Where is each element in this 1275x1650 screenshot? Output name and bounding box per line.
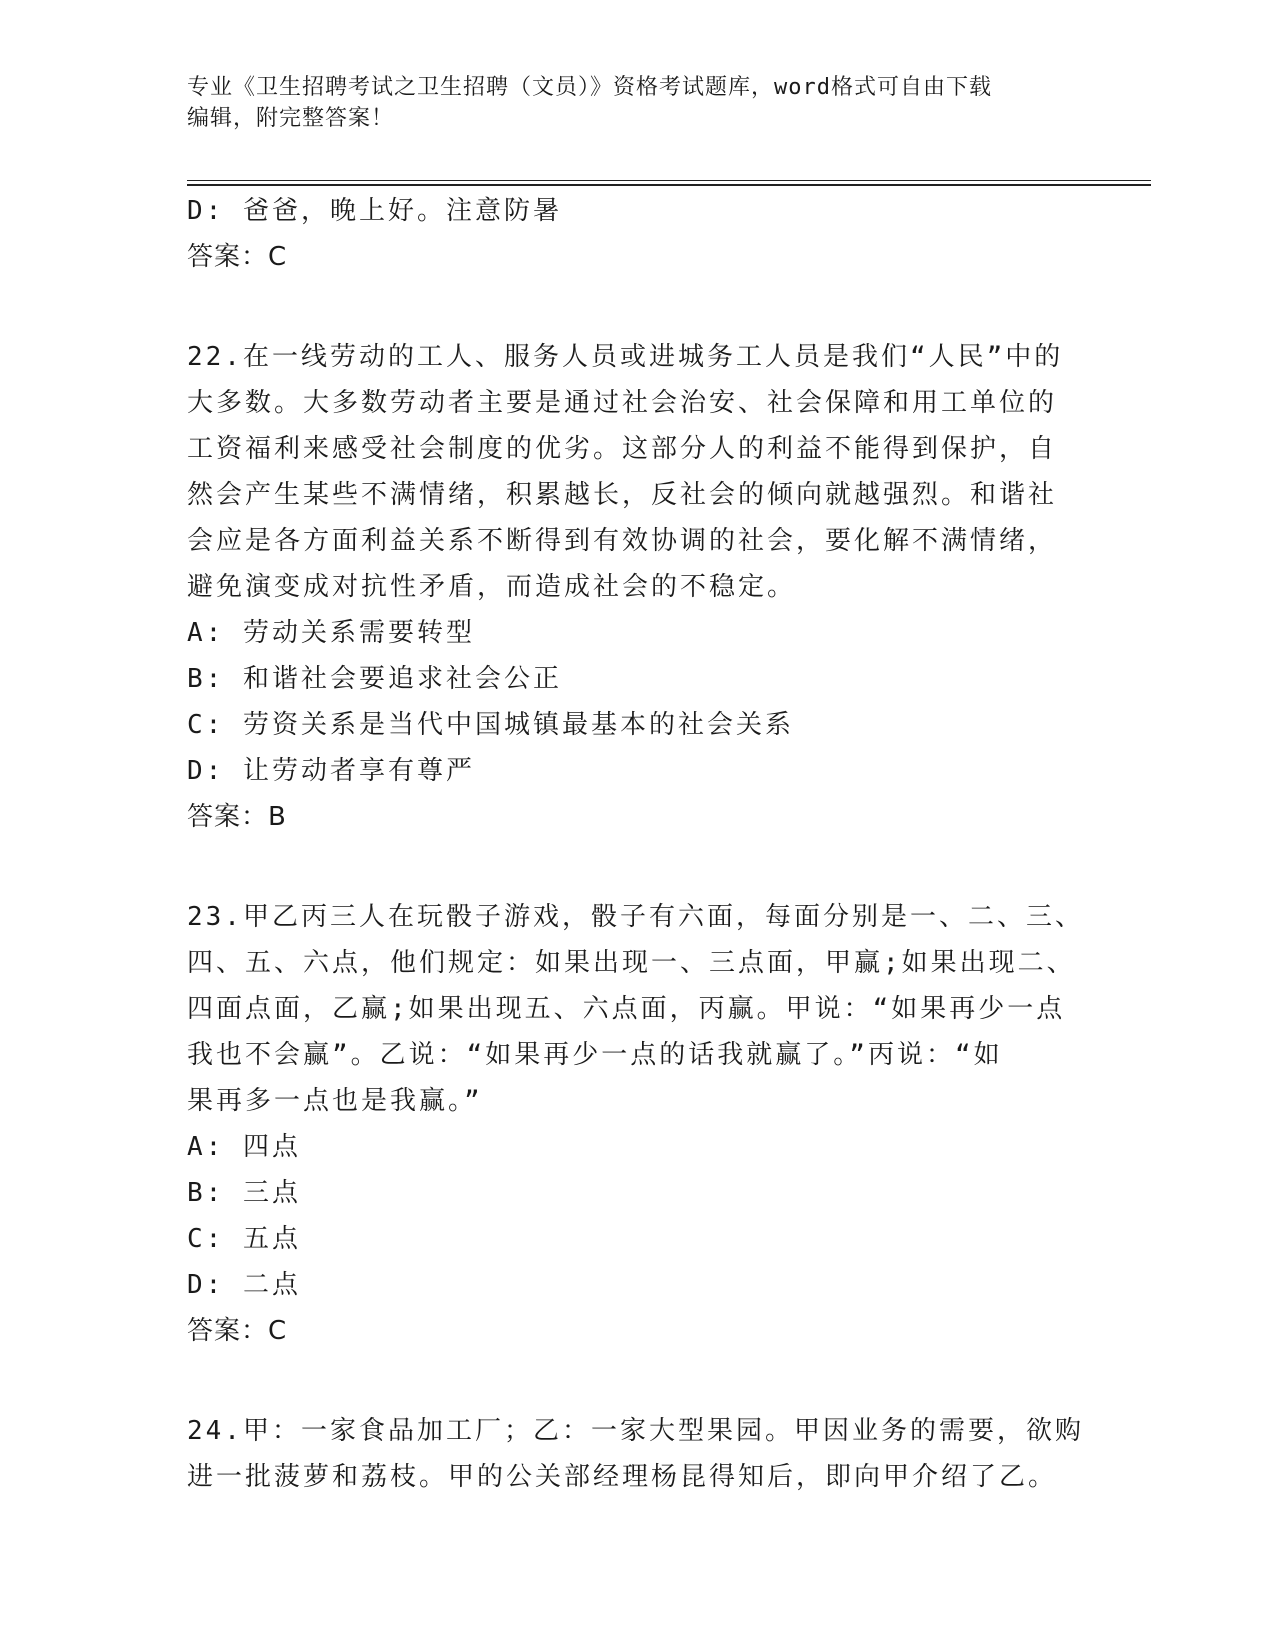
question-22-line: 大多数。大多数劳动者主要是通过社会治安、社会保障和用工单位的 [187, 388, 1058, 418]
document-body [187, 188, 1087, 1500]
header-rule-thin [187, 180, 1151, 181]
question-23-line: 四面点面，乙赢;如果出现五、六点面，丙赢。甲说：“如果再少一点 [187, 994, 1066, 1024]
header-rule-thick [187, 184, 1151, 186]
question-24-line: 24.甲：一家食品加工厂；乙：一家大型果园。甲因业务的需要，欲购 [187, 1416, 1084, 1446]
spacer [187, 1354, 1087, 1408]
question-23-line: 我也不会赢”。乙说：“如果再少一点的话我就赢了。”丙说：“如 [187, 1040, 1003, 1070]
question-22-line: 然会产生某些不满情绪，积累越长，反社会的倾向就越强烈。和谐社 [187, 480, 1058, 510]
question-23-option-c: C: 五点 [187, 1224, 301, 1254]
question-23-option-a: A: 四点 [187, 1132, 301, 1162]
question-22-option-b: B: 和谐社会要追求社会公正 [187, 664, 562, 694]
question-23-option-b: B: 三点 [187, 1178, 301, 1208]
question-23-option-d: D: 二点 [187, 1270, 301, 1300]
question-22 [187, 334, 1087, 840]
header-line-1: 专业《卫生招聘考试之卫生招聘（文员）》资格考试题库，word格式可自由下载 [187, 75, 992, 100]
question-23-answer: 答案：C [187, 1316, 288, 1346]
question-22-line: 会应是各方面利益关系不断得到有效协调的社会，要化解不满情绪， [187, 526, 1058, 556]
document-header [187, 72, 1067, 134]
spacer [187, 280, 1087, 334]
question-22-answer: 答案：B [187, 802, 287, 832]
question-22-option-d: D: 让劳动者享有尊严 [187, 756, 475, 786]
prev-option-d: D: 爸爸，晚上好。注意防暑 [187, 196, 562, 226]
question-24 [187, 1408, 1087, 1500]
spacer [187, 840, 1087, 894]
question-22-line: 避免演变成对抗性矛盾，而造成社会的不稳定。 [187, 572, 797, 602]
question-23-line: 四、五、六点，他们规定：如果出现一、三点面，甲赢;如果出现二、 [187, 948, 1076, 978]
question-22-line: 22.在一线劳动的工人、服务人员或进城务工人员是我们“人民”中的 [187, 342, 1064, 372]
question-22-line: 工资福利来感受社会制度的优劣。这部分人的利益不能得到保护，自 [187, 434, 1058, 464]
prev-answer: 答案：C [187, 242, 288, 272]
header-line-2: 编辑，附完整答案！ [187, 106, 395, 131]
question-22-option-a: A: 劳动关系需要转型 [187, 618, 475, 648]
question-22-option-c: C: 劳资关系是当代中国城镇最基本的社会关系 [187, 710, 794, 740]
question-24-line: 进一批菠萝和荔枝。甲的公关部经理杨昆得知后，即向甲介绍了乙。 [187, 1462, 1058, 1492]
question-23-line: 果再多一点也是我赢。” [187, 1086, 483, 1116]
question-23-line: 23.甲乙丙三人在玩骰子游戏，骰子有六面，每面分别是一、二、三、 [187, 902, 1084, 932]
question-23 [187, 894, 1087, 1354]
